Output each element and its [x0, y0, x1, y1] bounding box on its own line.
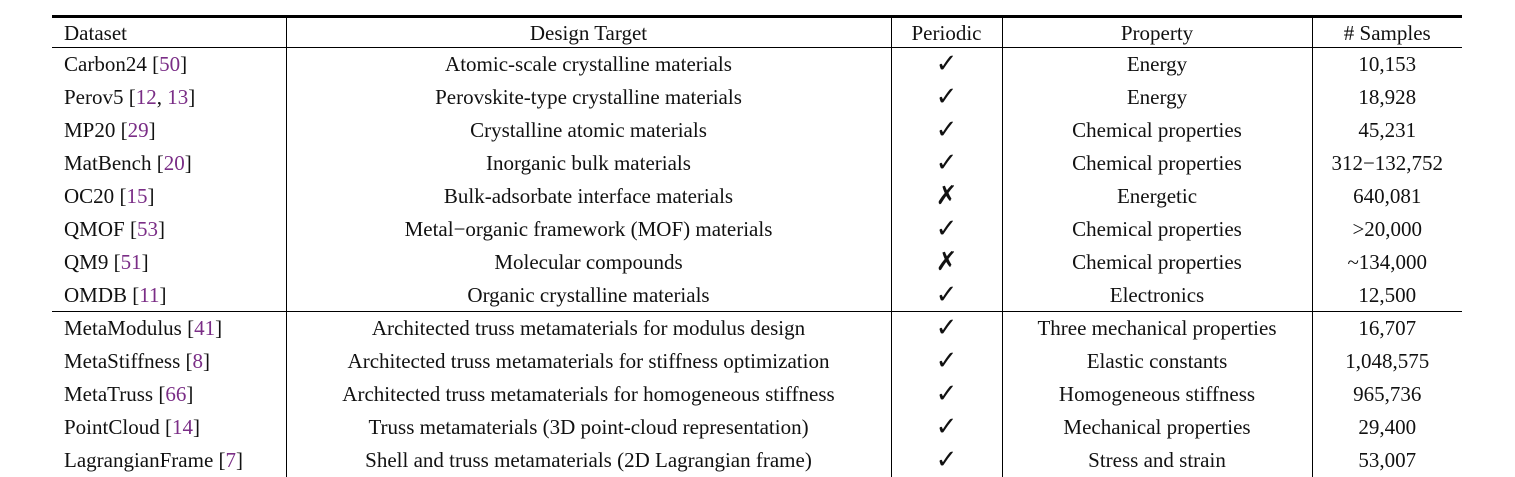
periodic-mark: ✗	[891, 180, 1002, 213]
samples-cell: 12,500	[1312, 279, 1462, 312]
periodic-mark: ✓	[891, 345, 1002, 378]
table-row	[52, 246, 1462, 279]
table-row	[52, 147, 1462, 180]
design-target-cell: Molecular compounds	[286, 246, 891, 279]
design-target-cell: Atomic-scale crystalline materials	[286, 48, 891, 81]
property-cell: Stress and strain	[1002, 444, 1312, 477]
periodic-mark: ✓	[891, 213, 1002, 246]
dataset-name: Carbon24	[64, 52, 147, 77]
dataset-cell: LagrangianFrame [7]	[64, 448, 244, 472]
citation-link[interactable]: 20	[163, 151, 185, 175]
dataset-name: MetaStiffness	[64, 349, 181, 373]
dataset-cell: PointCloud [14]	[64, 415, 200, 439]
table-row	[52, 180, 1462, 213]
dataset-name: QMOF	[64, 217, 125, 241]
table-row	[52, 114, 1462, 147]
datasets-table	[52, 15, 1462, 477]
property-cell: Chemical properties	[1002, 213, 1312, 246]
samples-cell: 53,007	[1312, 444, 1462, 477]
property-cell: Homogeneous stiffness	[1002, 378, 1312, 411]
dataset-cell: MetaTruss [66]	[64, 382, 194, 406]
dataset-name: OC20	[64, 184, 115, 208]
periodic-mark: ✓	[891, 411, 1002, 444]
samples-cell: >20,000	[1312, 213, 1462, 246]
design-target-cell: Bulk-adsorbate interface materials	[286, 180, 891, 213]
property-cell: Mechanical properties	[1002, 411, 1312, 444]
header-periodic: Periodic	[891, 17, 1002, 48]
periodic-mark: ✓	[891, 279, 1002, 312]
table-row	[52, 213, 1462, 246]
table-row	[52, 378, 1462, 411]
dataset-cell: OMDB [11]	[64, 282, 167, 307]
samples-cell: 29,400	[1312, 411, 1462, 444]
samples-cell: ~134,000	[1312, 246, 1462, 279]
property-cell: Elastic constants	[1002, 345, 1312, 378]
samples-cell: 640,081	[1312, 180, 1462, 213]
table-row	[52, 48, 1462, 81]
dataset-cell: MP20 [29]	[64, 118, 156, 142]
citation-link[interactable]: 14	[171, 415, 193, 439]
samples-cell: 1,048,575	[1312, 345, 1462, 378]
dataset-cell: MatBench [20]	[64, 151, 192, 175]
samples-cell: 965,736	[1312, 378, 1462, 411]
citation-link[interactable]: 13	[167, 85, 189, 109]
dataset-name: Perov5	[64, 85, 124, 109]
design-target-cell: Architected truss metamaterials for homogeneous stiffness	[286, 378, 891, 411]
property-cell: Chemical properties	[1002, 147, 1312, 180]
header-samples: # Samples	[1312, 17, 1462, 48]
dataset-name: MatBench	[64, 151, 152, 175]
citation-link[interactable]: 66	[165, 382, 187, 406]
dataset-name: LagrangianFrame	[64, 448, 214, 472]
dataset-cell: QMOF [53]	[64, 217, 165, 241]
citation-link[interactable]: 41	[194, 316, 216, 341]
design-target-cell: Architected truss metamaterials for stiffness optimization	[286, 345, 891, 378]
design-target-cell: Organic crystalline materials	[286, 279, 891, 312]
samples-cell: 18,928	[1312, 81, 1462, 114]
design-target-cell: Architected truss metamaterials for modulus design	[286, 312, 891, 345]
citation-link[interactable]: 29	[127, 118, 149, 142]
dataset-cell: QM9 [51]	[64, 250, 149, 274]
dataset-name: MetaTruss	[64, 382, 154, 406]
header-row	[52, 17, 1462, 48]
table-row	[52, 345, 1462, 378]
samples-cell: 312−132,752	[1312, 147, 1462, 180]
property-cell: Energetic	[1002, 180, 1312, 213]
periodic-mark: ✗	[891, 246, 1002, 279]
periodic-mark: ✓	[891, 312, 1002, 345]
citation-link[interactable]: 7	[225, 448, 237, 472]
samples-cell: 10,153	[1312, 48, 1462, 81]
design-target-cell: Metal−organic framework (MOF) materials	[286, 213, 891, 246]
citation-link[interactable]: 51	[120, 250, 142, 274]
table-body	[52, 48, 1462, 477]
design-target-cell: Shell and truss metamaterials (2D Lagrangian frame)	[286, 444, 891, 477]
design-target-cell: Truss metamaterials (3D point-cloud representation)	[286, 411, 891, 444]
periodic-mark: ✓	[891, 147, 1002, 180]
citation-link[interactable]: 53	[136, 217, 158, 241]
periodic-mark: ✓	[891, 114, 1002, 147]
samples-cell: 45,231	[1312, 114, 1462, 147]
citation-link[interactable]: 15	[126, 184, 148, 208]
table-row	[52, 312, 1462, 345]
periodic-mark: ✓	[891, 378, 1002, 411]
samples-cell: 16,707	[1312, 312, 1462, 345]
dataset-cell: OC20 [15]	[64, 184, 155, 208]
table-row	[52, 411, 1462, 444]
dataset-cell: MetaStiffness [8]	[64, 349, 211, 373]
property-cell: Electronics	[1002, 279, 1312, 312]
header-property: Property	[1002, 17, 1312, 48]
design-target-cell: Crystalline atomic materials	[286, 114, 891, 147]
periodic-mark: ✓	[891, 48, 1002, 81]
property-cell: Chemical properties	[1002, 114, 1312, 147]
property-cell: Energy	[1002, 81, 1312, 114]
citation-link[interactable]: 8	[192, 349, 204, 373]
table-row	[52, 444, 1462, 477]
property-cell: Energy	[1002, 48, 1312, 81]
citation-link[interactable]: 12	[135, 85, 157, 109]
citation-link[interactable]: 11	[139, 282, 160, 307]
dataset-name: QM9	[64, 250, 109, 274]
citation-link[interactable]: 50	[159, 52, 181, 77]
periodic-mark: ✓	[891, 81, 1002, 114]
header-design-target: Design Target	[286, 17, 891, 48]
table-row	[52, 81, 1462, 114]
property-cell: Chemical properties	[1002, 246, 1312, 279]
dataset-name: MetaModulus	[64, 316, 182, 341]
dataset-name: OMDB	[64, 282, 128, 307]
dataset-cell: Carbon24 [50]	[64, 52, 188, 77]
dataset-name: PointCloud	[64, 415, 160, 439]
design-target-cell: Inorganic bulk materials	[286, 147, 891, 180]
dataset-cell: Perov5 [12, 13]	[64, 85, 196, 109]
dataset-name: MP20	[64, 118, 116, 142]
dataset-cell: MetaModulus [41]	[52, 312, 286, 345]
periodic-mark: ✓	[891, 444, 1002, 477]
design-target-cell: Perovskite-type crystalline materials	[286, 81, 891, 114]
property-cell: Three mechanical properties	[1002, 312, 1312, 345]
header-dataset: Dataset	[52, 17, 286, 48]
table-row	[52, 279, 1462, 312]
